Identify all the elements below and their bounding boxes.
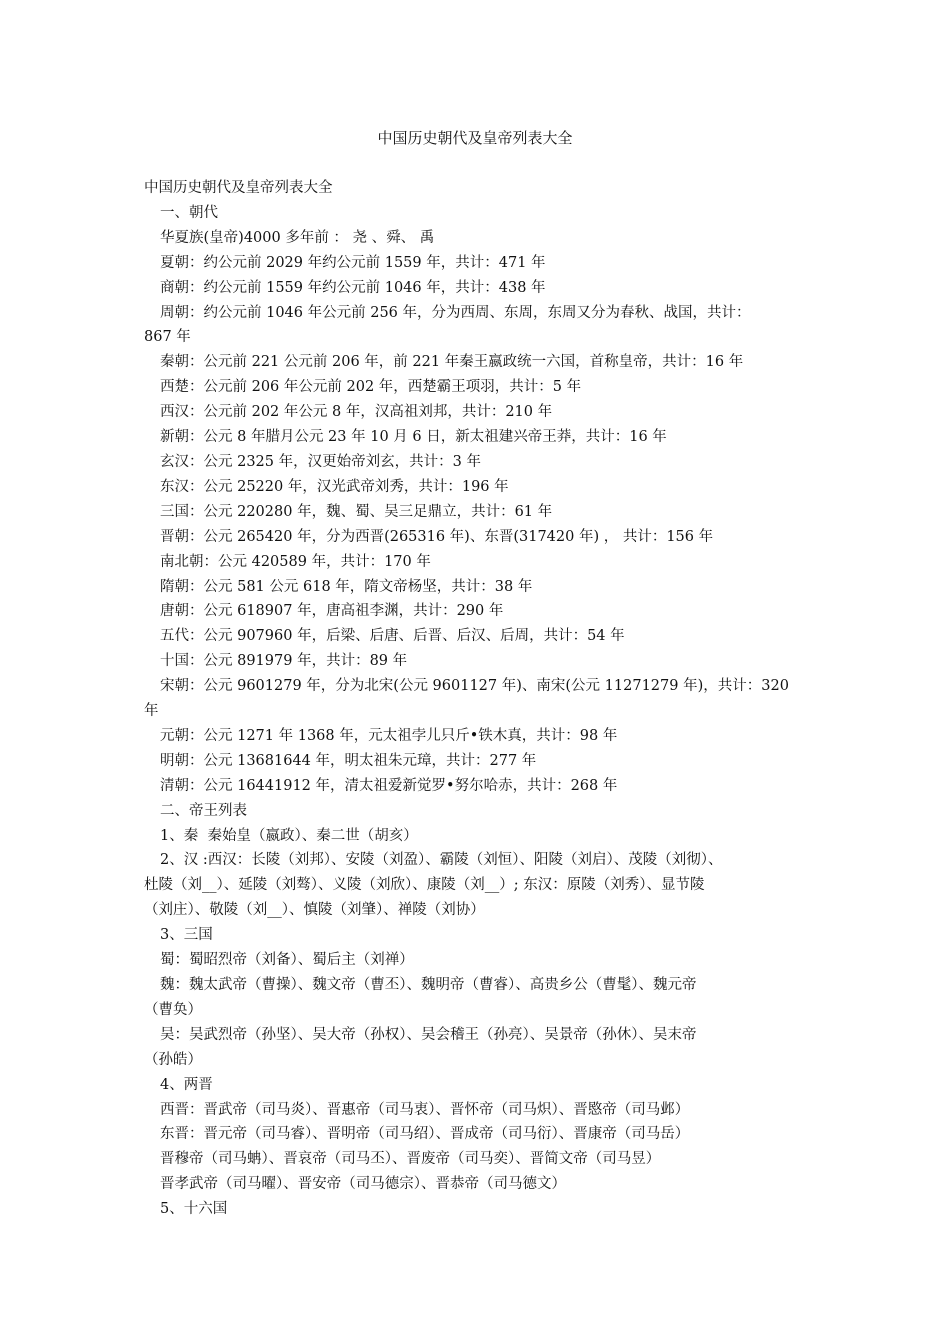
dynasty-line: 东汉：公元 25220 年，汉光武帝刘秀，共计：196 年 bbox=[160, 478, 509, 495]
emperor-line: 吴：吴武烈帝（孙坚）、吴大帝（孙权）、吴会稽王（孙亮）、吴景帝（孙休）、吴末帝 bbox=[160, 1026, 697, 1043]
dynasty-line: 十国：公元 891979 年，共计：89 年 bbox=[160, 653, 408, 670]
dynasty-line: 秦朝：公元前 221 公元前 206 年，前 221 年秦王嬴政统一六国，首称皇帝，共计：16 年 bbox=[160, 354, 744, 371]
emperor-subheading: 5、十六国 bbox=[160, 1201, 228, 1218]
dynasty-line: 隋朝：公元 581 公元 618 年，隋文帝杨坚，共计：38 年 bbox=[160, 578, 533, 595]
section-heading-emperors: 二、帝王列表 bbox=[160, 802, 247, 819]
dynasty-line: 唐朝：公元 618907 年，唐高祖李渊，共计：290 年 bbox=[160, 603, 504, 620]
dynasty-line: 南北朝：公元 420589 年，共计：170 年 bbox=[160, 553, 431, 570]
dynasty-line: 玄汉：公元 2325 年，汉更始帝刘玄，共计：3 年 bbox=[160, 453, 481, 470]
emperor-line: 东晋：晋元帝（司马睿）、晋明帝（司马绍）、晋成帝（司马衍）、晋康帝（司马岳） bbox=[160, 1126, 690, 1143]
emperor-line: 魏：魏太武帝（曹操）、魏文帝（曹丕）、魏明帝（曹睿）、高贵乡公（曹髦）、魏元帝 bbox=[160, 977, 697, 993]
document-body bbox=[144, 176, 804, 1222]
emperor-line: 2、汉 :西汉：长陵（刘邦）、安陵（刘盈）、霸陵（刘恒）、阳陵（刘启）、茂陵（刘彻）、 bbox=[160, 852, 723, 869]
emperor-line-wrap: （刘庄）、敬陵（刘__）、慎陵（刘肇）、禅陵（刘协） bbox=[144, 902, 485, 919]
emperor-line: 西晋：晋武帝（司马炎）、晋惠帝（司马衷）、晋怀帝（司马炽）、晋愍帝（司马邺） bbox=[160, 1101, 690, 1118]
emperor-line: 蜀：蜀昭烈帝（刘备）、蜀后主（刘禅） bbox=[160, 952, 414, 969]
dynasty-line: 新朝：公元 8 年腊月公元 23 年 10 月 6 日，新太祖建兴帝王莽，共计：16 年 bbox=[160, 429, 667, 446]
dynasty-line: 晋朝：公元 265420 年，分为西晋(265316 年)、东晋(317420 年) ， 共计：156 年 bbox=[160, 528, 714, 545]
dynasty-line-wrap: 年 bbox=[144, 703, 159, 720]
dynasty-line: 周朝：约公元前 1046 年公元前 256 年，分为西周、东周，东周又分为春秋、战国，共计： bbox=[160, 304, 751, 321]
emperor-subheading: 3、三国 bbox=[160, 927, 213, 944]
dynasty-line-wrap: 867 年 bbox=[144, 329, 191, 346]
dynasty-line: 商朝：约公元前 1559 年约公元前 1046 年，共计：438 年 bbox=[160, 279, 546, 296]
emperor-line-wrap: （曹奂） bbox=[144, 1001, 202, 1018]
emperor-line-wrap: 杜陵（刘__）、延陵（刘骜）、义陵（刘欣）、康陵（刘__）; 东汉：原陵（刘秀）、显节陵 bbox=[144, 877, 705, 894]
dynasty-line: 三国：公元 220280 年，魏、蜀、吴三足鼎立，共计：61 年 bbox=[160, 503, 553, 520]
emperor-line: 1、秦 秦始皇（嬴政）、秦二世（胡亥） bbox=[160, 827, 418, 844]
subtitle: 中国历史朝代及皇帝列表大全 bbox=[144, 180, 333, 196]
dynasty-line: 五代：公元 907960 年，后梁、后唐、后晋、后汉、后周，共计：54 年 bbox=[160, 628, 625, 645]
page-title: 中国历史朝代及皇帝列表大全 bbox=[377, 129, 573, 147]
emperor-line: 晋穆帝（司马蚺）、晋哀帝（司马丕）、晋废帝（司马奕）、晋简文帝（司马昱） bbox=[160, 1151, 661, 1168]
emperor-subheading: 4、两晋 bbox=[160, 1076, 213, 1093]
section-heading-dynasties: 一、朝代 bbox=[160, 204, 218, 221]
emperor-line: 晋孝武帝（司马曜）、晋安帝（司马德宗）、晋恭帝（司马德文） bbox=[160, 1176, 566, 1193]
dynasty-line: 明朝：公元 13681644 年，明太祖朱元璋，共计：277 年 bbox=[160, 752, 537, 769]
emperor-line-wrap: （孙皓） bbox=[144, 1051, 202, 1068]
dynasty-line: 清朝：公元 16441912 年，清太祖爱新觉罗•努尔哈赤，共计：268 年 bbox=[160, 777, 618, 794]
dynasty-line: 元朝：公元 1271 年 1368 年，元太祖孛儿只斤•铁木真，共计：98 年 bbox=[160, 727, 618, 744]
dynasty-line: 西汉：公元前 202 年公元 8 年，汉高祖刘邦，共计：210 年 bbox=[160, 404, 553, 421]
dynasty-line: 宋朝：公元 9601279 年，分为北宋(公元 9601127 年)、南宋(公元 11271279 年)，共计：320 bbox=[160, 678, 789, 695]
dynasty-line: 夏朝：约公元前 2029 年约公元前 1559 年，共计：471 年 bbox=[160, 254, 546, 271]
dynasty-line: 西楚：公元前 206 年公元前 202 年，西楚霸王项羽，共计：5 年 bbox=[160, 379, 582, 396]
dynasty-line: 华夏族(皇帝)4000 多年前 ： 尧 、舜、 禹 bbox=[160, 229, 435, 246]
